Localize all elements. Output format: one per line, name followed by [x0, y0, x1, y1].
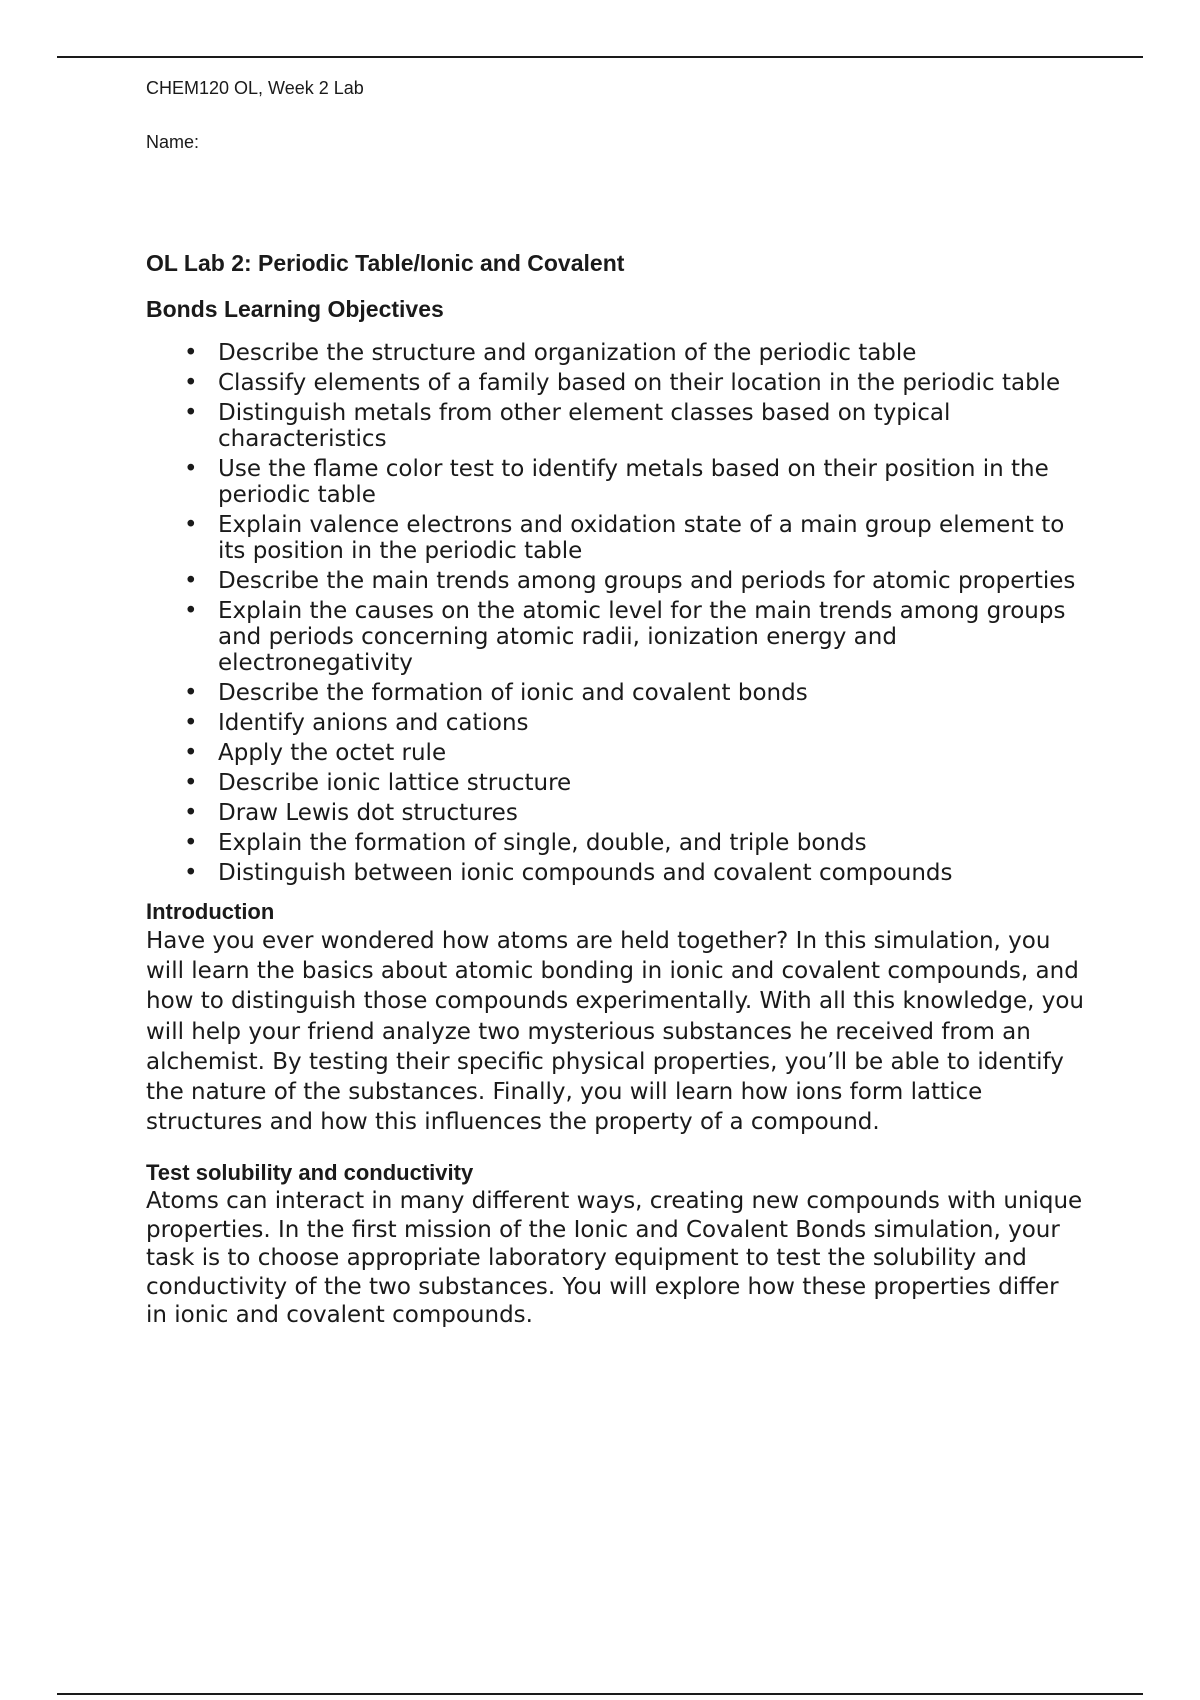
objective-text: Use the flame color test to identify metals based on their position in the periodic table — [218, 456, 1049, 508]
objective-text: Classify elements of a family based on their location in the periodic table — [218, 370, 1061, 396]
test-section-heading: Test solubility and conductivity — [146, 1160, 474, 1186]
bullet-icon: • — [184, 770, 198, 796]
introduction-paragraph: Have you ever wondered how atoms are held together? In this simulation, you will learn the basics about atomic bonding in ionic and covalent compounds, and how to distinguish those compounds experimentally. With all this knowledge, you will help your friend analyze two mysterious substances he received from an alchemist. By testing their specific physical properties, you’ll be able to identify the nature of the substances. Finally, you will learn how ions form lattice structures and how this influences the property of a compound. — [146, 928, 1085, 1136]
bullet-icon: • — [184, 830, 198, 856]
bullet-icon: • — [184, 512, 198, 538]
bullet-icon: • — [184, 370, 198, 396]
objective-text: Distinguish metals from other element classes based on typical characteristics — [218, 400, 951, 452]
test-section-paragraph: Atoms can interact in many different ways, creating new compounds with unique properties. In the first mission of the Ionic and Covalent Bonds simulation, your task is to choose appropriate laboratory equipment to test the solubility and conductivity of the two substances. You will explore how these properties differ in ionic and covalent compounds. — [146, 1188, 1083, 1329]
objective-item — [146, 710, 1086, 736]
objectives-heading: Bonds Learning Objectives — [146, 296, 444, 322]
objective-item — [146, 680, 1086, 706]
objective-item — [146, 740, 1086, 766]
objective-text: Explain valence electrons and oxidation state of a main group element to its position in the periodic table — [218, 512, 1065, 564]
bullet-icon: • — [184, 456, 198, 482]
objective-item — [146, 598, 1086, 676]
objective-text: Explain the causes on the atomic level for the main trends among groups and periods concerning atomic radii, ionization energy and electronegativity — [218, 598, 1066, 676]
top-rule — [57, 56, 1143, 58]
name-field-label: Name: — [146, 132, 200, 152]
bullet-icon: • — [184, 740, 198, 766]
objective-item — [146, 860, 1086, 886]
objective-text: Apply the octet rule — [218, 740, 447, 766]
document-body — [146, 72, 1086, 1329]
objective-text: Distinguish between ionic compounds and covalent compounds — [218, 860, 953, 886]
objective-item — [146, 400, 1086, 452]
objective-item — [146, 512, 1086, 564]
course-header: CHEM120 OL, Week 2 Lab — [146, 78, 364, 98]
bullet-icon: • — [184, 598, 198, 624]
objective-text: Describe ionic lattice structure — [218, 770, 572, 796]
bottom-rule — [57, 1693, 1143, 1695]
bullet-icon: • — [184, 860, 198, 886]
objective-item — [146, 456, 1086, 508]
bullet-icon: • — [184, 710, 198, 736]
bullet-icon: • — [184, 800, 198, 826]
objective-text: Describe the structure and organization of the periodic table — [218, 340, 917, 366]
objective-item — [146, 370, 1086, 396]
objective-item — [146, 800, 1086, 826]
lab-title: OL Lab 2: Periodic Table/Ionic and Covalent — [146, 250, 625, 276]
objective-text: Identify anions and cations — [218, 710, 529, 736]
objective-item — [146, 568, 1086, 594]
bullet-icon: • — [184, 568, 198, 594]
bullet-icon: • — [184, 680, 198, 706]
objective-text: Describe the main trends among groups and periods for atomic properties — [218, 568, 1076, 594]
objectives-list — [146, 340, 1086, 886]
objective-text: Explain the formation of single, double, and triple bonds — [218, 830, 867, 856]
objective-item — [146, 770, 1086, 796]
bullet-icon: • — [184, 400, 198, 426]
objective-item — [146, 340, 1086, 366]
objective-text: Describe the formation of ionic and covalent bonds — [218, 680, 808, 706]
objective-text: Draw Lewis dot structures — [218, 800, 518, 826]
bullet-icon: • — [184, 340, 198, 366]
objective-item — [146, 830, 1086, 856]
introduction-heading: Introduction — [146, 899, 275, 924]
